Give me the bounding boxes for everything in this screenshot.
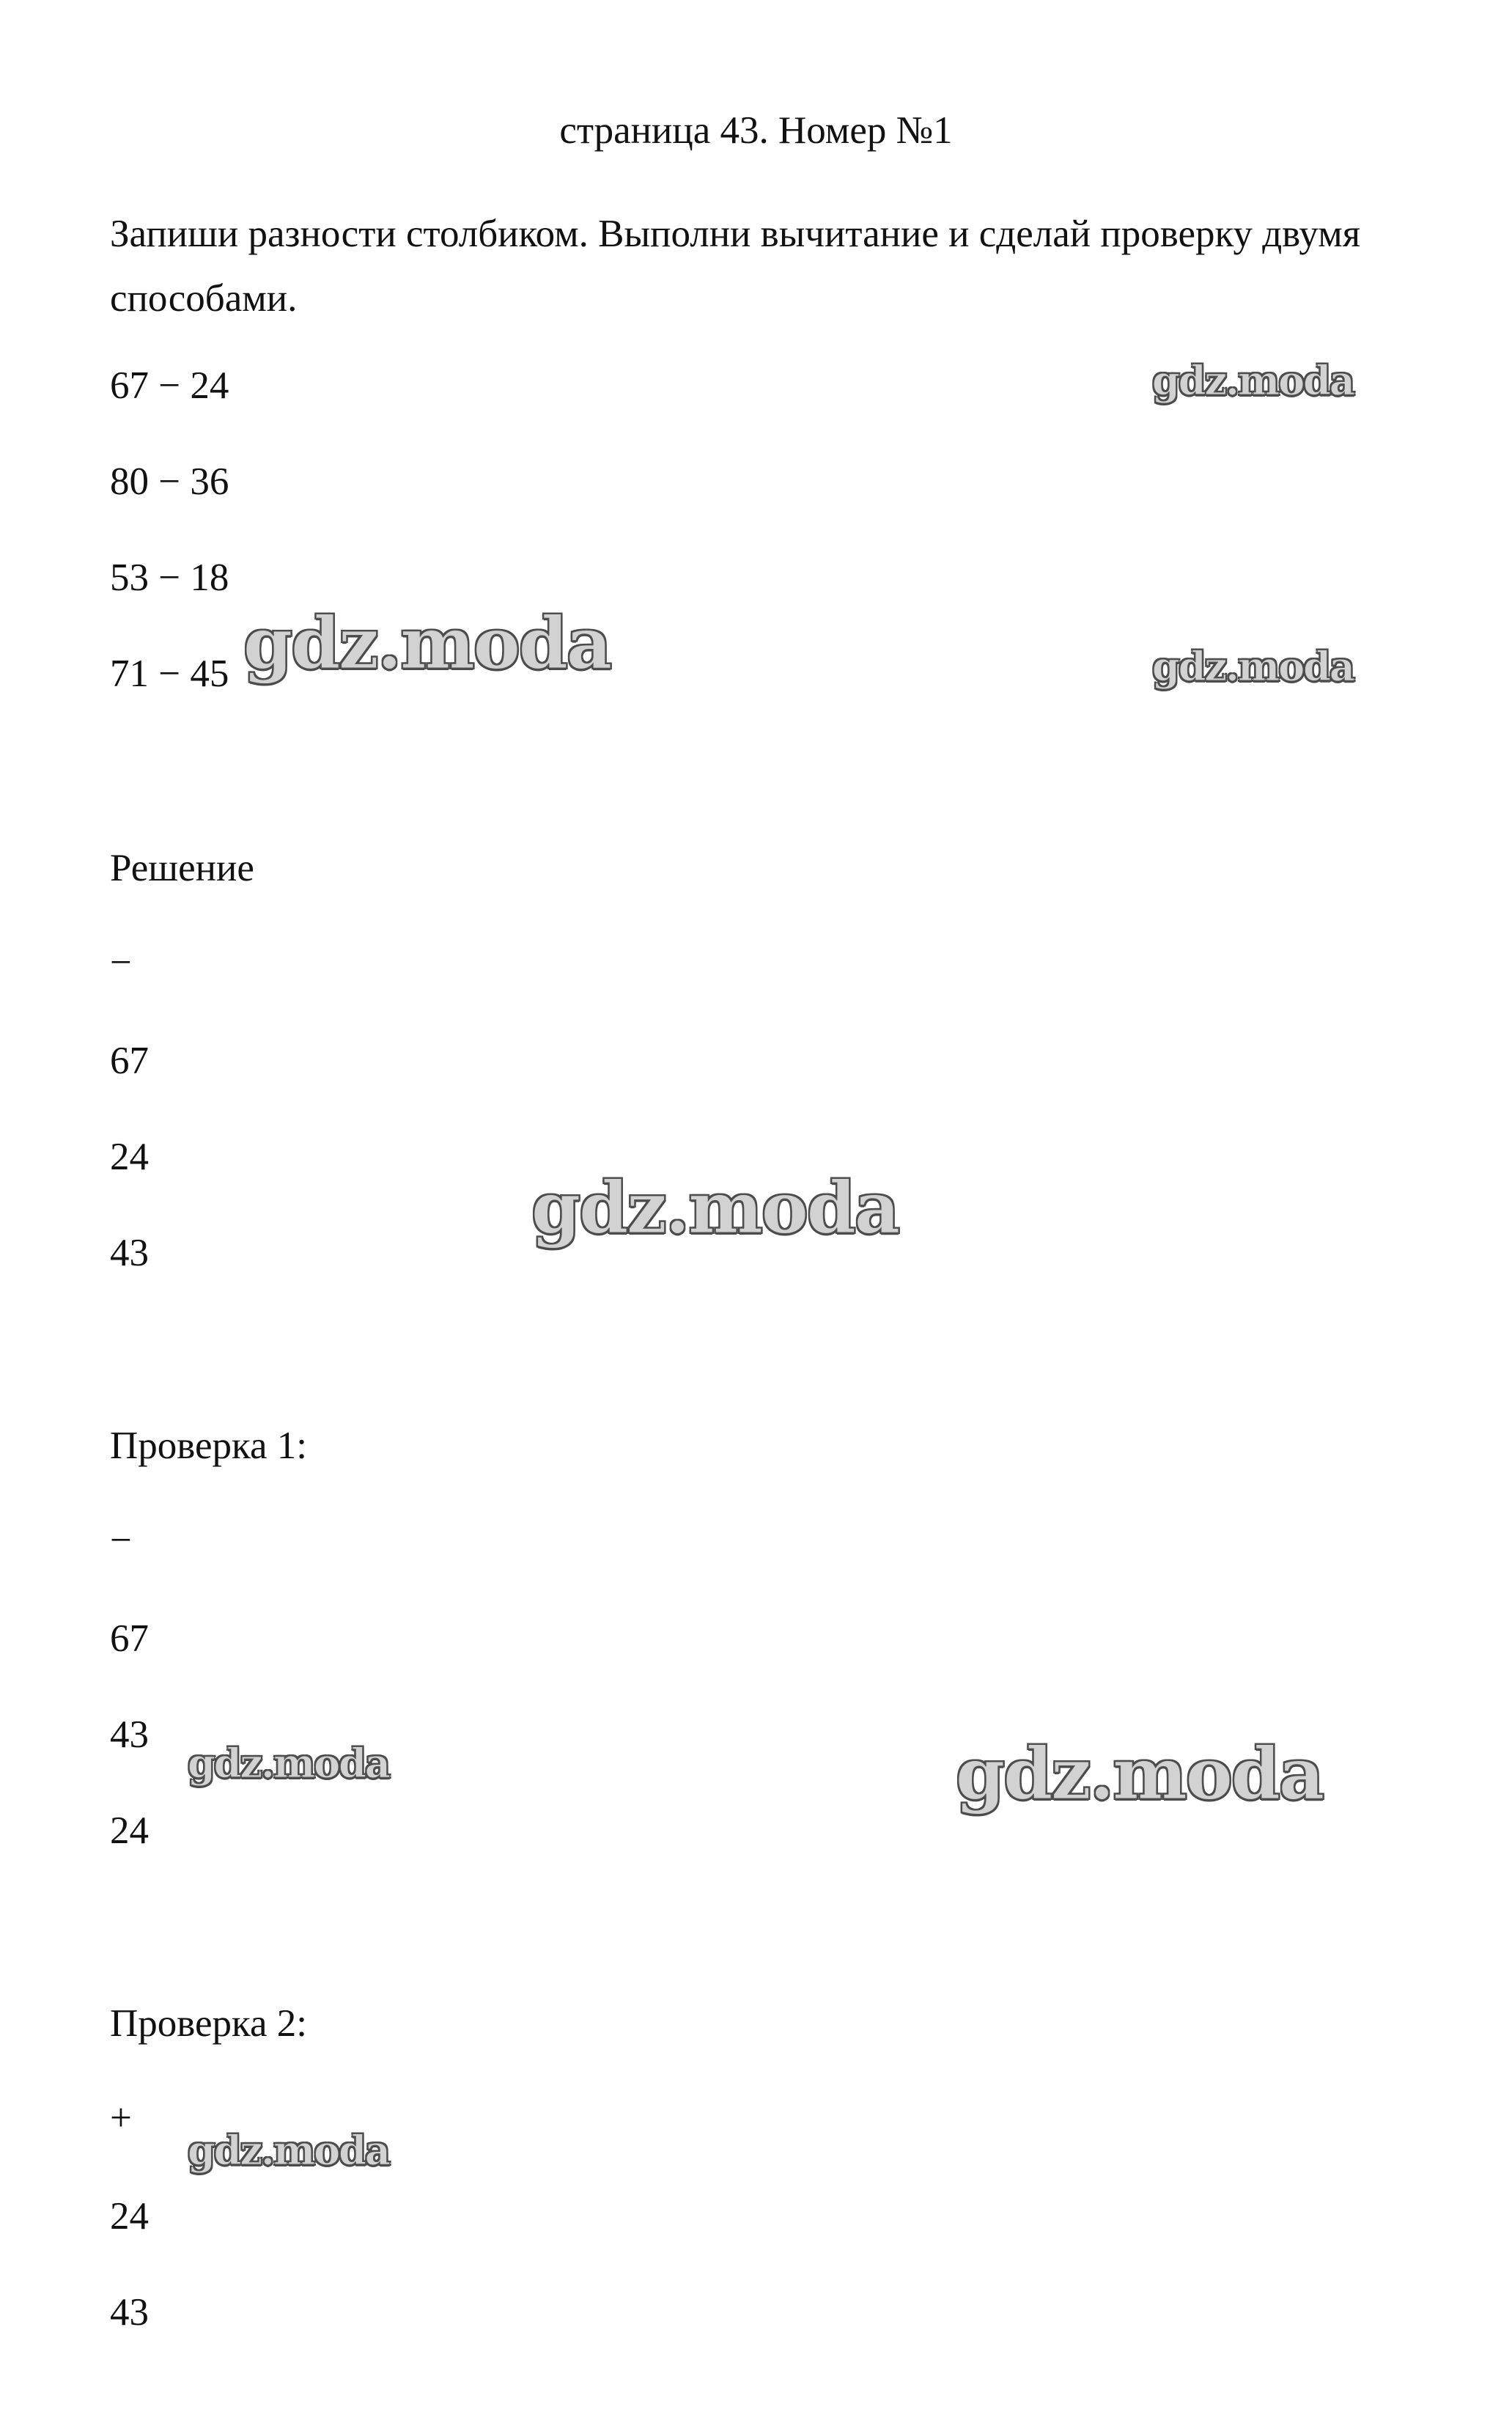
check2-sign: + [110, 2097, 132, 2139]
watermark: gdz.moda [188, 2127, 389, 2174]
watermark: gdz.moda [531, 1166, 899, 1249]
expression-4: 71 − 45 [110, 653, 229, 695]
check1-heading: Проверка 1: [110, 1425, 307, 1467]
solution-sign: − [110, 941, 132, 984]
task-text: Запиши разности столбиком. Выполни вычитание и сделай проверку двумя способами. [110, 213, 1361, 320]
check1-line-3: 24 [110, 1809, 149, 1852]
check2-heading: Проверка 2: [110, 2002, 307, 2045]
check2-line-1: 24 [110, 2195, 149, 2238]
check2-line-2: 43 [110, 2291, 149, 2334]
check1-line-1: 67 [110, 1617, 149, 1660]
check1-sign: − [110, 1519, 132, 1562]
watermark: gdz.moda [1152, 357, 1354, 404]
solution-heading: Решение [110, 847, 254, 889]
solution-line-2: 24 [110, 1136, 149, 1178]
page-title: страница 43. Номер №1 [559, 109, 953, 152]
watermark: gdz.moda [956, 1732, 1324, 1815]
solution-line-1: 67 [110, 1040, 149, 1082]
check1-line-2: 43 [110, 1713, 149, 1756]
watermark: gdz.moda [243, 602, 611, 685]
watermark: gdz.moda [1152, 643, 1354, 690]
expression-1: 67 − 24 [110, 364, 229, 407]
expression-3: 53 − 18 [110, 556, 229, 599]
expression-2: 80 − 36 [110, 460, 229, 503]
watermark: gdz.moda [188, 1740, 389, 1787]
solution-line-3: 43 [110, 1232, 149, 1274]
